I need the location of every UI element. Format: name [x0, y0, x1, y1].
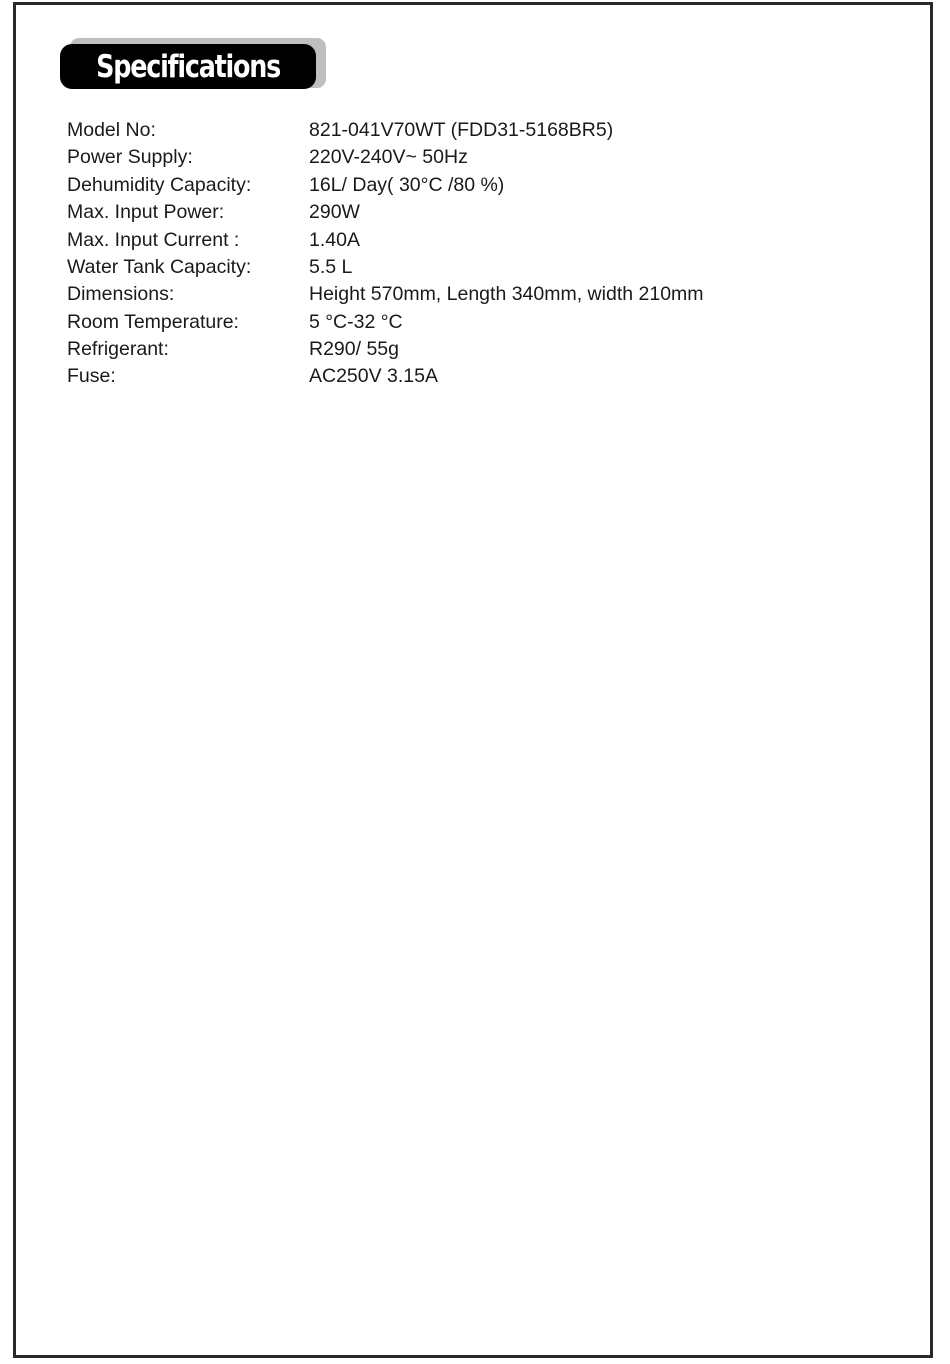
spec-value: 290W	[309, 201, 360, 224]
page-title: Specifications	[96, 48, 280, 85]
spec-label: Power Supply:	[67, 146, 193, 169]
spec-label: Max. Input Current :	[67, 228, 240, 251]
spec-row-dehumidity-capacity	[67, 172, 869, 199]
spec-label: Room Temperature:	[67, 310, 239, 333]
spec-value: R290/ 55g	[309, 338, 399, 361]
spec-row-dimensions	[67, 281, 869, 308]
spec-label: Water Tank Capacity:	[67, 255, 252, 278]
spec-label: Dehumidity Capacity:	[67, 173, 252, 196]
spec-row-max-input-current	[67, 227, 869, 254]
section-title-badge	[60, 38, 328, 92]
spec-value: Height 570mm, Length 340mm, width 210mm	[309, 283, 704, 306]
spec-value: 821-041V70WT (FDD31-5168BR5)	[309, 118, 614, 141]
spec-row-room-temperature	[67, 309, 869, 336]
title-badge	[60, 44, 316, 89]
spec-value: 16L/ Day( 30°C /80 %)	[309, 173, 505, 196]
spec-value: AC250V 3.15A	[309, 365, 439, 388]
spec-row-model-no	[67, 117, 869, 144]
spec-row-fuse	[67, 364, 869, 391]
specifications-table	[67, 117, 869, 391]
spec-row-water-tank-capacity	[67, 254, 869, 281]
spec-value: 220V-240V~ 50Hz	[309, 146, 468, 169]
spec-label: Refrigerant:	[67, 338, 169, 361]
spec-value: 1.40A	[309, 228, 360, 251]
spec-value: 5 °C-32 °C	[309, 310, 403, 333]
spec-label: Max. Input Power:	[67, 201, 225, 224]
spec-label: Fuse:	[67, 365, 116, 388]
spec-row-max-input-power	[67, 199, 869, 226]
spec-row-refrigerant	[67, 336, 869, 363]
spec-label: Dimensions:	[67, 283, 175, 306]
spec-label: Model No:	[67, 118, 156, 141]
spec-row-power-supply	[67, 144, 869, 171]
spec-value: 5.5 L	[309, 255, 353, 278]
